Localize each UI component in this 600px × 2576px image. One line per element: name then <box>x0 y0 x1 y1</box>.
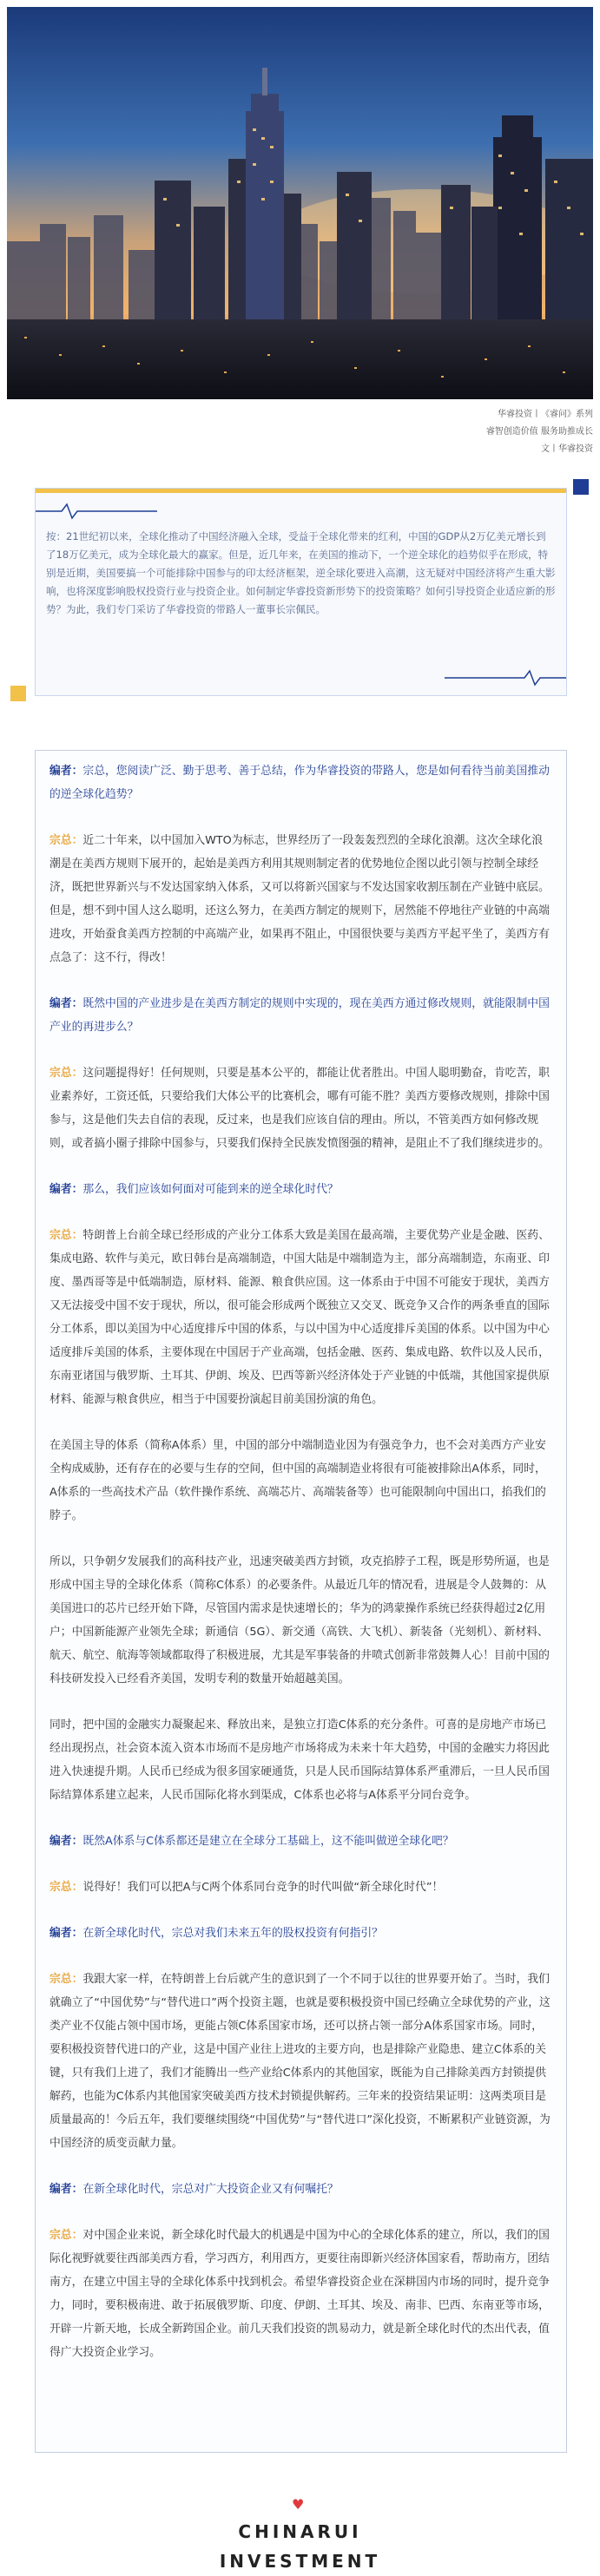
footer-brand: CHINARUI INVESTMENT <box>219 2521 381 2572</box>
paragraph-text: 这问题提得好！任何规则，只要是基本公平的，都能让优者胜出。中国人聪明勤奋，肯吃苦，职业素养好，工资还低，只要给我们大体公平的比赛机会，哪有可能不胜？美西方要修改规则，排除中国参与，这是他们失去自信的表现，反过来，也是我们应该自信的理由。所以，不管美西方如何修改规则，或者搞小圈子排除中国参与，只要我们保持全民族发愤图强的精神，是阻止不了我们继续进步的。 <box>49 1067 550 1150</box>
body-paragraph <box>49 1434 552 1528</box>
question-paragraph <box>49 992 552 1039</box>
blue-corner-square <box>573 479 589 495</box>
paragraph-text: 对中国企业来说，新全球化时代最大的机遇是中国为中心的全球化体系的建立，所以，我们的国际化视野就要往西部美西方看，学习西方，利用西方，更要往南即新兴经济体国家看，帮助南方，团结南方，在建立中国主导的全球化体系中找到机会。希望华睿投资企业在深耕国内市场的同时，提升竞争力，同时，要积极南进、敢于拓展俄罗斯、印度、伊朗、土耳其、埃及、南非、巴西、东南亚等市场，开辟一片新天地，长成全新跨国企业。前几天我们投资的凯易动力，就是新全球化时代的杰出代表，值得广大投资企业学习。 <box>49 2229 550 2359</box>
paragraph-text: 同时，把中国的金融实力凝聚起来、释放出来，是独立打造C体系的充分条件。可喜的是房地产市场已经出现拐点，社会资本流入资本市场而不是房地产市场将成为未来十年大趋势，中国的金融实力将因此进入快速提升期。人民币已经成为很多国家硬通货，只是人民币国际结算体系严重滞后，一旦人民币国际结算体系建立起来，人民币国际化将水到渠成，C体系也必将与A体系平分同台竞争。 <box>49 1718 550 1802</box>
answer-paragraph <box>49 1224 552 1411</box>
editor-label: 编者： <box>49 1835 83 1848</box>
editor-label: 编者： <box>49 997 83 1010</box>
answer-paragraph <box>49 1061 552 1155</box>
paragraph-text: 在美国主导的体系（简称A体系）里，中国的部分中端制造业因为有强竞争力，也不会对美西方产业安全构成威胁，还有存在的必要与生存的空间，但中国的高端制造业将很有可能被排除出A体系，同时，A体系的一些高技术产品（软件操作系统、高端芯片、高端装备等）也可能限制向中国出口，掐我们的脖子。 <box>49 1439 546 1522</box>
question-paragraph <box>49 1830 552 1853</box>
paragraph-text: 在新全球化时代，宗总对我们未来五年的股权投资有何指引？ <box>82 1927 383 1940</box>
speaker-label: 宗总： <box>49 2229 83 2242</box>
speaker-label: 宗总： <box>49 1973 83 1986</box>
paragraph-text: 既然A体系与C体系都还是建立在全球分工基础上，这不能叫做逆全球化吧？ <box>82 1835 454 1848</box>
paragraph-text: 那么，我们应该如何面对可能到来的逆全球化时代？ <box>82 1183 339 1196</box>
intro-yellow-bar <box>36 489 566 493</box>
caption-slogan: 睿智创造价值 服务助推成长 <box>485 427 593 437</box>
paragraph-text: 说得好！我们可以把A与C两个体系同台竞争的时代叫做“新全球化时代”！ <box>82 1881 444 1894</box>
pulse-line-icon <box>445 667 566 688</box>
pulse-line-icon <box>36 501 157 522</box>
speaker-label: 宗总： <box>49 1229 83 1242</box>
caption-source: 华睿投资丨《睿问》系列 <box>498 410 593 419</box>
interview-content <box>49 759 552 2387</box>
heart-icon: ♥ <box>292 2496 305 2513</box>
body-paragraph <box>49 1713 552 1807</box>
editor-label: 编者： <box>49 765 83 778</box>
answer-paragraph <box>49 1968 552 2155</box>
paragraph-text: 宗总，您阅读广泛、勤于思考、善于总结，作为华睿投资的带路人，您是如何看待当前美国推动的逆全球化趋势？ <box>49 765 550 801</box>
editor-label: 编者： <box>49 2183 83 2196</box>
hero-cityscape-image <box>7 7 593 399</box>
interview-box <box>35 750 567 2453</box>
paragraph-text: 近二十年来，以中国加入WTO为标志，世界经历了一段轰轰烈烈的全球化浪潮。这次全球化浪潮是在美西方规则下展开的，起始是美西方利用其规则制定者的优势地位企图以此引领与控制全球经济，既把世界新兴与不发达国家纳入体系，又可以将新兴国家与不发达国家收割压制在产业链中底层。但是，想不到中国人这么聪明，还这么努力，在美西方制定的规则下，居然能不停地往产业链的中高端进攻，开始蚕食美西方控制的中高端产业，如果再不阻止，中国很快要与美西方平起平坐了，美西方有点急了：这不行，得改！ <box>49 834 550 964</box>
article-caption <box>419 406 593 458</box>
answer-paragraph <box>49 1876 552 1899</box>
question-paragraph <box>49 759 552 806</box>
question-paragraph <box>49 1178 552 1201</box>
speaker-label: 宗总： <box>49 834 83 847</box>
paragraph-text: 特朗普上台前全球已经形成的产业分工体系大致是美国在最高端，主要优势产业是金融、医药、集成电路、软件与美元，欧日韩台是高端制造，中国大陆是中端制造为主，部分高端制造，东南亚、印度、墨西哥等是中低端制造，原材料、能源、粮食供应国。这一体系由于中国不可能安于现状，美西方又无法接受中国不安于现状，所以，很可能会形成两个既独立又交叉、既竞争又合作的两条垂直的国际分工体系，即以美国为中心适度排斥中国的体系，与以中国为中心适度排斥美国的体系。以中国为中心适度排斥美国的体系，主要体现在中国居于产业高端，包括金融、医药、集成电路、软件以及人民币，东南亚诸国与俄罗斯、土耳其、伊朗、埃及、巴西等新兴经济体处于产业链的中低端，其他国家提供原材料、能源与粮食供应，相当于中国要扮演起目前美国扮演的角色。 <box>49 1229 550 1406</box>
paragraph-text: 既然中国的产业进步是在美西方制定的规则中实现的，现在美西方通过修改规则，就能限制中国产业的再进步么？ <box>49 997 550 1034</box>
cityscape-illustration <box>7 7 593 399</box>
intro-box <box>35 488 567 696</box>
intro-text: 按：21世纪初以来，全球化推动了中国经济融入全球，受益于全球化带来的红利，中国的GDP从2万亿美元增长到了18万亿美元，成为全球化最大的赢家。但是，近几年来，在美国的推动下，一个逆全球化的趋势似乎在形成，特别是近期，美国要搞一个可能排除中国参与的印太经济框架，逆全球化要进入高潮，这无疑对中国经济将产生重大影响，也将深度影响股权投资行业与投资企业。如何制定华睿投资新形势下的投资策略？如何引导投资企业适应新的形势？为此，我们专门采访了华睿投资的带路人一董事长宗佩民。 <box>46 530 556 615</box>
paragraph-text: 所以，只争朝夕发展我们的高科技产业，迅速突破美西方封锁，攻克掐脖子工程，既是形势所逼，也是形成中国主导的全球化体系（简称C体系）的必要条件。从最近几年的情况看，进展是令人鼓舞的：从美国进口的芯片已经开始下降，尽管国内需求是快速增长的；华为的鸿蒙操作系统已经获得超过2亿用户；中国新能源产业领先全球；新通信（5G）、新交通（高铁、大飞机）、新装备（光刻机）、新材料、航天、航空、航海等领域都取得了积极进展，尤其是军事装备的井喷式创新非常鼓舞人心！目前中国的科技研发投入已经看齐美国，发明专利的数量开始超越美国。 <box>49 1555 550 1686</box>
answer-paragraph <box>49 829 552 969</box>
paragraph-text: 在新全球化时代，宗总对广大投资企业又有何嘱托？ <box>82 2183 339 2196</box>
editor-label: 编者： <box>49 1183 83 1196</box>
yellow-corner-square <box>10 686 26 701</box>
paragraph-text: 我跟大家一样，在特朗普上台后就产生的意识到了一个不同于以往的世界要开始了。当时，我们就确立了“中国优势”与“替代进口”两个投资主题，也就是要积极投资中国已经确立全球优势的产业，这类产业不仅能占领中国市场，更能占领C体系国家市场，还可以挤占领一部分A体系国家市场。同时，要积极投资替代进口的产业，这是中国产业往上进攻的主要方向，也是排除产业隐患、建立C体系的关键，只有我们上进了，我们才能腾出一些产业给C体系内的其他国家，既能为自己排除美西方封锁提供解药，也能为C体系内其他国家突破美西方技术封锁提供解药。三年来的投资结果证明：这两类项目是质量最高的！今后五年，我们要继续围绕“中国优势”与“替代进口”深化投资，不断累积产业链资源，为中国经济的质变贡献力量。 <box>49 1973 551 2150</box>
editor-label: 编者： <box>49 1927 83 1940</box>
speaker-label: 宗总： <box>49 1881 83 1894</box>
caption-author: 文丨华睿投资 <box>541 444 593 454</box>
question-paragraph <box>49 2178 552 2201</box>
speaker-label: 宗总： <box>49 1067 83 1080</box>
question-paragraph <box>49 1922 552 1945</box>
body-paragraph <box>49 1550 552 1691</box>
answer-paragraph <box>49 2224 552 2364</box>
